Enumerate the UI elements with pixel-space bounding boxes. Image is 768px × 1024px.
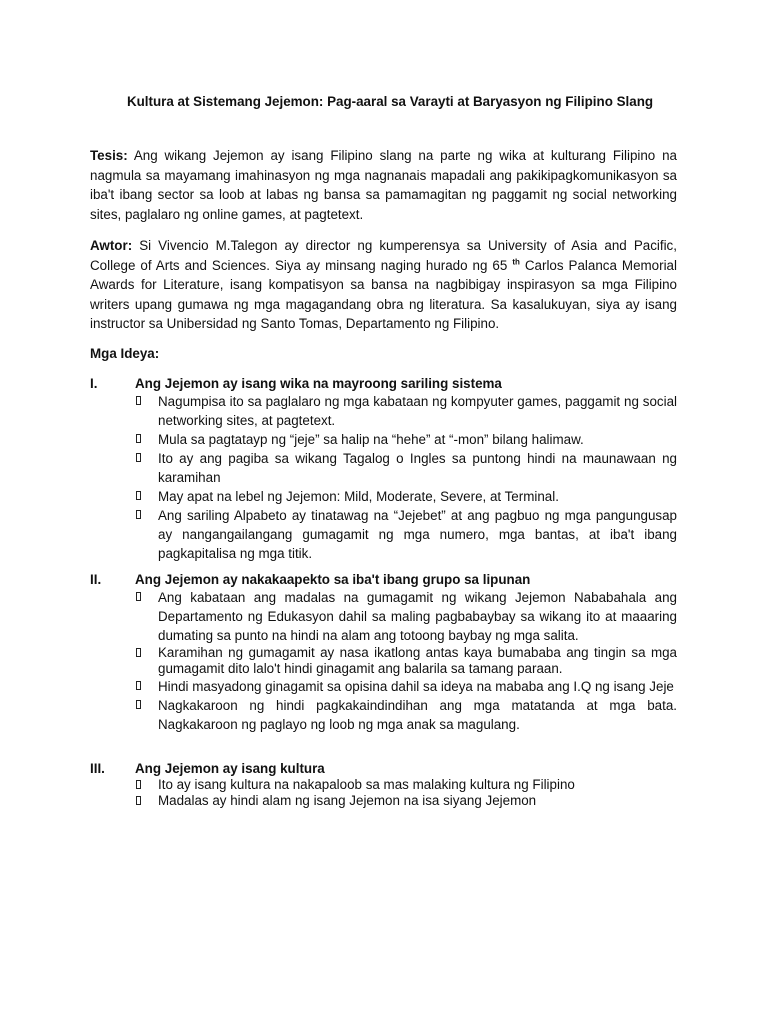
section-2 (90, 571, 680, 734)
section-numeral: I. (90, 376, 98, 391)
list-item-text: Ito ay isang kultura na nakapaloob sa mas malaking kultura ng Filipino (158, 777, 575, 792)
author-paragraph (90, 236, 677, 334)
section-title: Ang Jejemon ay isang kultura (135, 761, 325, 776)
list-item-text: Ang sariling Alpabeto ay tinatawag na “Jejebet” at ang pagbuo ng mga pangungusap ay nangangailangang gumagamit ng mga numero, mga bantas, at iba't ibang pagkapitalisa ng mga titik. (158, 508, 677, 561)
section-3 (90, 760, 680, 809)
list-item-text: Hindi masyadong ginagamit sa opisina dahil sa ideya na mababa ang I.Q ng isang Jeje (158, 679, 674, 694)
list-item-text: Ang kabataan ang madalas na gumagamit ng wikang Jejemon Nababahala ang Departamento ng Edukasyon dahil sa maling pagbabaybay sa wikang ito at maaaring dumating sa punto na hindi na alam ang totoong baybay ng mga salita. (158, 590, 677, 643)
section-title: Ang Jejemon ay nakakaapekto sa iba't ibang grupo sa lipunan (135, 572, 531, 587)
section-heading (90, 571, 680, 588)
section-heading (90, 375, 680, 392)
ideas-heading: Mga Ideya: (90, 346, 160, 361)
list-item-text: Nagkakaroon ng hindi pagkakaindindihan ang mga matatanda at mga bata. Nagkakaroon ng paglayo ng loob ng mga anak sa magulang. (158, 698, 677, 732)
section-numeral: II. (90, 572, 102, 587)
author-text-1: Si Vivencio M.Talegon ay director ng kumperensya sa University of Asia and Pacific, College of Arts and Sciences. Siya ay minsang naging hurado ng 65 (90, 238, 677, 273)
list-item-text: Nagumpisa ito sa paglalaro ng mga kabataan ng kompyuter games, paggamit ng social networking sites, at pagtetext. (158, 394, 677, 428)
section-numeral: III. (90, 761, 105, 776)
bullet-icon (136, 796, 141, 805)
list-item-text: Karamihan ng gumagamit ay nasa ikatlong antas kaya bumababa ang tingin sa mga gumagamit dito lalo't hindi ginagamit ang balarila sa tamang paraan. (158, 645, 677, 676)
thesis-label: Tesis: (90, 148, 128, 163)
author-label: Awtor: (90, 238, 133, 253)
bullet-icon (136, 780, 141, 789)
list-item (90, 696, 677, 734)
bullet-icon (136, 648, 141, 657)
bullet-icon (136, 453, 141, 462)
author-ordinal-suffix: th (512, 257, 520, 267)
section-heading (90, 760, 680, 777)
list-item (90, 392, 677, 430)
document-title: Kultura at Sistemang Jejemon: Pag-aaral sa Varayti at Baryasyon ng Filipino Slang (126, 94, 654, 109)
list-item (90, 506, 677, 563)
bullet-icon (136, 491, 141, 500)
list-item (90, 449, 677, 487)
list-item-text: Mula sa pagtatayp ng “jeje” sa halip na “hehe” at “-mon” bilang halimaw. (158, 432, 584, 447)
bullet-icon (136, 396, 141, 405)
list-item (90, 588, 677, 645)
bullet-icon (136, 592, 141, 601)
list-item (90, 430, 677, 449)
list-item-text: Ito ay ang pagiba sa wikang Tagalog o Ingles sa puntong hindi na maunawaan ng karamihan (158, 451, 677, 485)
list-item (90, 777, 677, 793)
list-item-text: May apat na lebel ng Jejemon: Mild, Moderate, Severe, at Terminal. (158, 489, 559, 504)
bullet-icon (136, 434, 141, 443)
thesis-text: Ang wikang Jejemon ay isang Filipino slang na parte ng wika at kulturang Filipino na nagmula sa mayamang imahinasyon ng mga nagnanais mapadali ang pakikipagkomunikasyon sa iba't ibang sector sa loob at labas ng bansa sa pamamagitan ng paggamit ng social networking sites, paglalaro ng online games, at pagtetext. (90, 148, 677, 222)
author-text-2: Carlos Palanca Memorial Awards for Literature, isang kompatisyon sa bansa na nagbibigay inspirasyon sa mga Filipino writers upang gumawa ng mga magagandang obra ng literatura. Sa kasalukuyan, siya ay isang instructor sa Unibersidad ng Santo Tomas, Departamento ng Filipino. (90, 257, 677, 331)
list-item (90, 677, 677, 696)
section-title: Ang Jejemon ay isang wika na mayroong sariling sistema (135, 376, 502, 391)
thesis-paragraph (90, 146, 677, 224)
bullet-icon (136, 681, 141, 690)
bullet-icon (136, 700, 141, 709)
list-item (90, 793, 677, 809)
section-1 (90, 375, 680, 563)
list-item (90, 487, 677, 506)
list-item-text: Madalas ay hindi alam ng isang Jejemon na isa siyang Jejemon (158, 793, 537, 808)
bullet-icon (136, 510, 141, 519)
list-item (90, 645, 677, 677)
